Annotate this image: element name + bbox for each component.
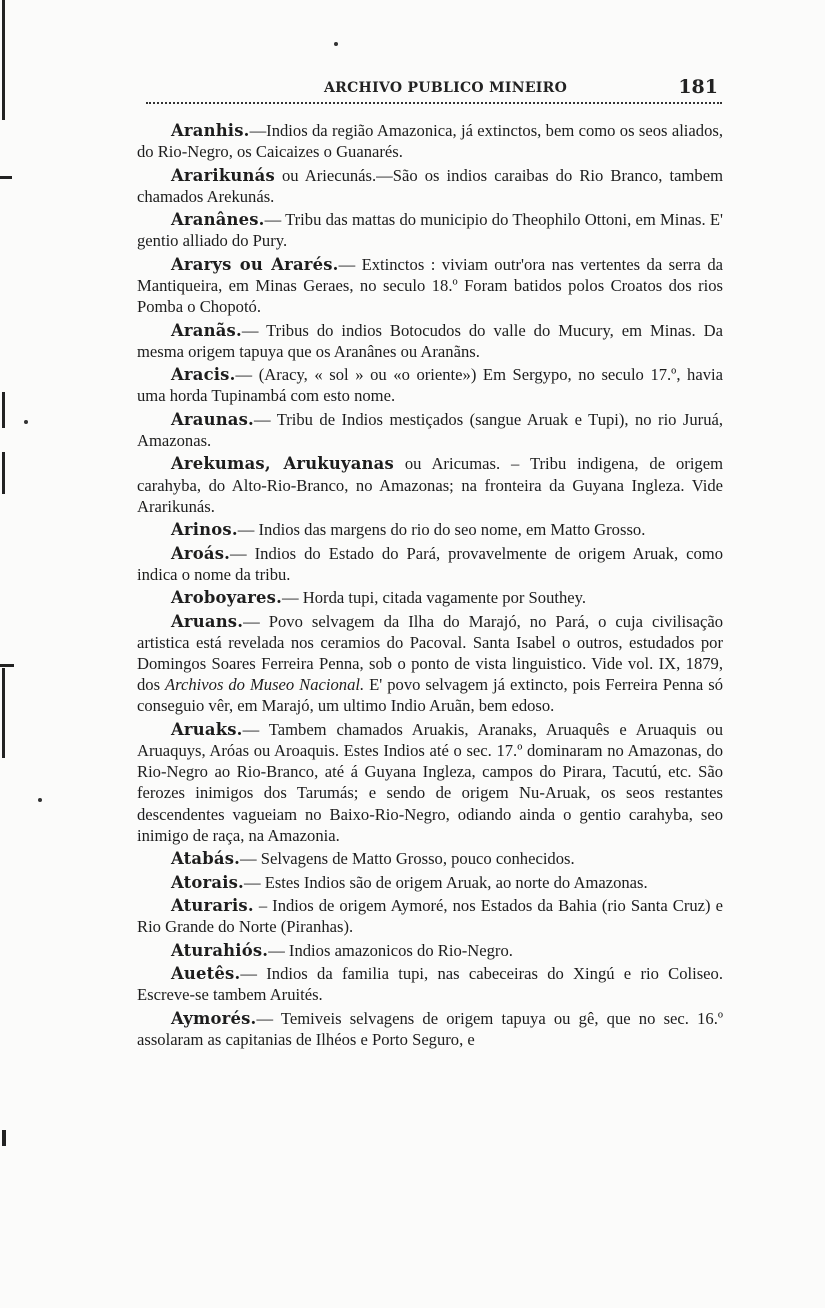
running-header — [140, 74, 722, 102]
scan-speck — [24, 420, 28, 424]
entry-text: — Indios do Estado do Pará, provavelmente de origem Aruak, como indica o nome da tribu. — [137, 543, 723, 584]
dictionary-body — [137, 120, 723, 1052]
entry-text: — Selvagens de Matto Grosso, pouco conhecidos. — [240, 849, 575, 869]
entry-term: Aracis. — [171, 365, 236, 385]
entry-term: Aturahiós. — [171, 940, 269, 960]
dictionary-entry — [137, 587, 723, 610]
entry-text: — Povo selvagem da Ilha do Marajó, no Pará, o cuja civilisação artistica está revelada nos ceramios do Pacoval. Santa Isabel o outros, estudados por Domingos Soares Ferreira Penna, sob o ponto de vista linguistico. Vide vol. IX, 1879, dos — [137, 611, 723, 695]
dictionary-entry — [137, 120, 723, 165]
header-rule — [146, 102, 722, 104]
dictionary-entry — [137, 848, 723, 871]
dictionary-entry — [137, 611, 723, 719]
entry-term: Araunas. — [171, 409, 254, 429]
entry-term: Ararikunás — [171, 165, 275, 185]
dictionary-entry — [137, 543, 723, 588]
dictionary-entry — [137, 872, 723, 895]
running-title: ARCHIVO PUBLICO MINEIRO — [324, 80, 568, 96]
scan-speck — [334, 42, 338, 46]
dictionary-entry — [137, 963, 723, 1008]
entry-text: — Estes Indios são de origem Aruak, ao norte do Amazonas. — [243, 872, 648, 892]
entry-text: — Indios das margens do rio do seo nome, em Matto Grosso. — [237, 520, 646, 540]
scan-edge-mark — [2, 1130, 6, 1146]
dictionary-entry — [137, 940, 723, 963]
entry-term: Aruans. — [171, 611, 244, 631]
entry-term: Aranãs. — [171, 320, 242, 340]
entry-text: ou Ariecunás.—São os indios caraibas do Rio Branco, tambem chamados Arekunás. — [137, 165, 723, 206]
entry-text: — (Aracy, « sol » ou «o oriente») Em Sergypo, no seculo 17.º, havia uma horda Tupinambá com esto nome. — [137, 365, 723, 406]
entry-text: ou Aricumas. – Tribu indigena, de origem carahyba, do Alto-Rio-Branco, no Amazonas; na fronteira da Guyana Ingleza. Vide Ararikunás. — [137, 454, 723, 516]
entry-term: Atabás. — [171, 849, 241, 869]
entry-term: Aturaris. — [171, 895, 254, 915]
entry-text-italic: Archivos do Museo Nacional. — [165, 675, 365, 695]
scan-edge-mark — [2, 392, 5, 428]
scan-edge-mark — [0, 176, 12, 179]
dictionary-entry — [137, 409, 723, 454]
entry-term: Atorais. — [171, 872, 244, 892]
entry-term: Aranânes. — [171, 210, 265, 230]
entry-text: — Indios da familia tupi, nas cabeceiras do Xingú e rio Coliseo. Escreve-se tambem Aruités. — [137, 963, 723, 1005]
entry-text-continued: E' povo selvagem já extincto, pois Ferreira Penna só conseguio vêr, em Marajó, um ultimo Indio Aruãn, bem edoso. — [137, 675, 724, 716]
dictionary-entry — [137, 165, 723, 210]
dictionary-entry — [137, 519, 723, 542]
entry-term: Aymorés. — [171, 1008, 257, 1028]
entry-text: — Indios amazonicos do Rio-Negro. — [268, 940, 513, 960]
dictionary-entry — [137, 320, 723, 365]
entry-term: Arinos. — [171, 520, 238, 540]
scan-edge-mark — [2, 452, 5, 494]
entry-term: Aroboyares. — [171, 588, 283, 608]
entry-text: – Indios de origem Aymoré, nos Estados da Bahia (rio Santa Cruz) e Rio Grande do Norte (Piranhas). — [137, 895, 723, 937]
entry-text: — Tambem chamados Aruakis, Aranaks, Aruaquês e Aruaquis ou Aruaquys, Aróas ou Aroaquis. Estes Indios até o sec. 17.º dominaram no Amazonas, do Rio-Negro ao Rio-Branco, até á Guyana Ingleza, campos do Pirara, Tacutú, etc. São ferozes inimigos dos Tarumás; e sendo de origem Nu-Aruak, os seos restantes descendentes vagueiam no Baixo-Rio-Negro, odiando ainda o gentio carahyba, seo inimigo de raça, na Amazonia. — [137, 719, 723, 845]
dictionary-entry — [137, 719, 723, 848]
entry-term: Aroás. — [171, 543, 231, 563]
dictionary-entry — [137, 453, 723, 519]
entry-text: — Tribus do indios Botocudos do valle do Mucury, em Minas. Da mesma origem tapuya que os Aranânes ou Aranãns. — [137, 320, 723, 361]
dictionary-entry — [137, 1008, 723, 1053]
entry-text: — Extinctos : viviam outr'ora nas vertentes da serra da Mantiqueira, em Minas Geraes, no seculo 18.º Foram batidos polos Croatos dos rios Pomba o Chopotó. — [137, 254, 723, 317]
dictionary-entry — [137, 254, 723, 320]
entry-text: — Tribu das mattas do municipio do Theophilo Ottoni, em Minas. E' gentio alliado do Pury. — [137, 210, 723, 251]
dictionary-entry — [137, 895, 723, 940]
scan-edge-mark — [2, 668, 5, 758]
entry-term: Aranhis. — [171, 121, 250, 140]
entry-term: Arekumas, Arukuyanas — [171, 454, 394, 474]
dictionary-entry — [137, 364, 723, 409]
entry-text: — Tribu de Indios mestiçados (sangue Aruak e Tupi), no rio Juruá, Amazonas. — [137, 409, 723, 450]
entry-term: Ararys ou Ararés. — [171, 254, 339, 274]
scan-edge-mark — [0, 664, 14, 667]
scan-edge-mark — [2, 0, 5, 120]
page-number: 181 — [678, 76, 718, 98]
scan-speck — [38, 798, 42, 802]
entry-text: — Horda tupi, citada vagamente por Southey. — [282, 588, 587, 608]
entry-term: Aruaks. — [171, 719, 243, 739]
entry-term: Auetês. — [171, 963, 241, 983]
dictionary-entry — [137, 209, 723, 254]
entry-text: — Temiveis selvagens de origem tapuya ou gê, que no sec. 16.º assolaram as capitanias de Ilhéos e Porto Seguro, e — [137, 1008, 723, 1049]
entry-text: —Indios da região Amazonica, já extinctos, bem como os seos aliados, do Rio-Negro, os Caicaizes o Guanarés. — [137, 121, 723, 162]
